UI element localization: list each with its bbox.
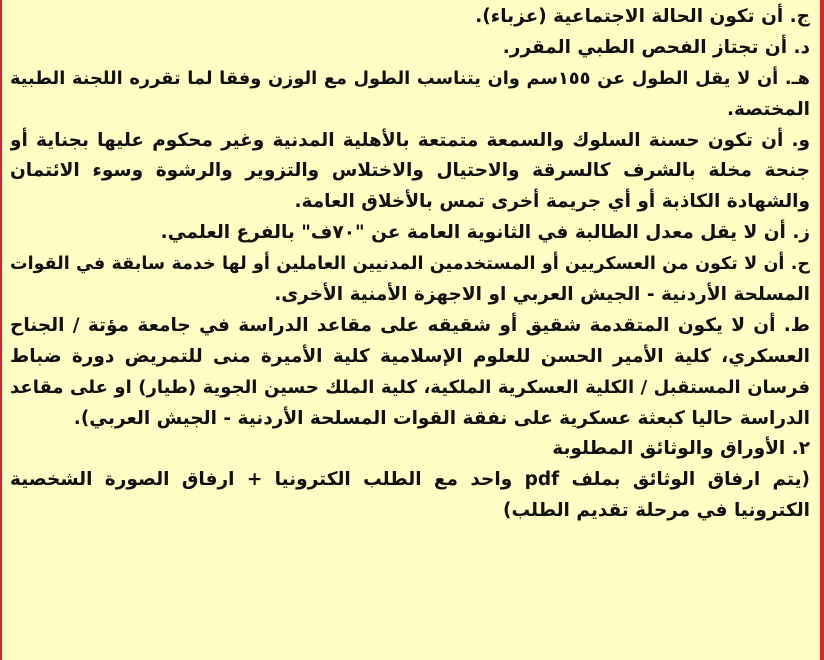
condition-h2-military-line-2: المسلحة الأردنية - الجيش العربي او الاجهزة الأمنية الأخرى.	[274, 284, 810, 306]
condition-w-conduct-line-1: و. أن تكون حسنة السلوك والسمعة متمتعة بالأهلية المدنية وغير محكوم عليها بجناية أو	[10, 129, 810, 151]
documents-note-line-1: (يتم ارفاق الوثائق بملف pdf واحد مع الطلب الكترونيا + ارفاق الصورة الشخصية	[10, 469, 810, 491]
condition-w-conduct-line-2: جنحة مخلة بالشرف كالسرقة والاحتيال والاختلاس والتزوير والرشوة وسوء الائتمان	[10, 160, 810, 182]
condition-h-height-line-2: المختصة.	[726, 98, 810, 120]
requirements-text	[10, 2, 810, 527]
condition-h-height-line-1: هـ. أن لا يقل الطول عن ١٥٥سم وان يتناسب الطول مع الوزن وفقا لما تقرره اللجنة الطبية	[10, 68, 810, 89]
condition-j-marital-status: ج. أن تكون الحالة الاجتماعية (عزباء).	[475, 6, 810, 27]
documents-note-line-2: الكترونيا في مرحلة تقديم الطلب)	[502, 500, 810, 522]
condition-w-conduct-line-3: والشهادة الكاذبة أو أي جريمة أخرى تمس بالأخلاق العامة.	[294, 191, 810, 213]
condition-t-sibling-line-1: ط. أن لا يكون المتقدمة شقيق أو شقيقه على مقاعد الدراسة في جامعة مؤتة / الجناح	[10, 314, 810, 336]
condition-h2-military-line-1: ح. أن لا تكون من العسكريين أو المستخدمين المدنيين العاملين أو لها خدمة سابقة في القوات	[10, 254, 810, 275]
section-heading-required-documents: ٢. الأوراق والوثائق المطلوبة	[552, 438, 810, 460]
condition-z-gpa: ز. أن لا يقل معدل الطالبة في الثانوية العامة عن "٧٠ف" بالفرع العلمي.	[160, 222, 810, 244]
condition-t-sibling-line-4: الدراسة حاليا كبعثة عسكرية على نفقة القوات المسلحة الأردنية - الجيش العربي).	[73, 407, 810, 429]
condition-t-sibling-line-3: فرسان المستقبل / الكلية العسكرية الملكية، كلية الملك حسين الجوية (طيار) او على مقاعد	[10, 376, 810, 398]
condition-d-medical-exam: د. أن تجتاز الفحص الطبي المقرر.	[502, 36, 810, 58]
condition-t-sibling-line-2: العسكري، كلية الأمير الحسن للعلوم الإسلامية كلية الأميرة منى للتمريض دورة ضباط	[10, 345, 810, 367]
